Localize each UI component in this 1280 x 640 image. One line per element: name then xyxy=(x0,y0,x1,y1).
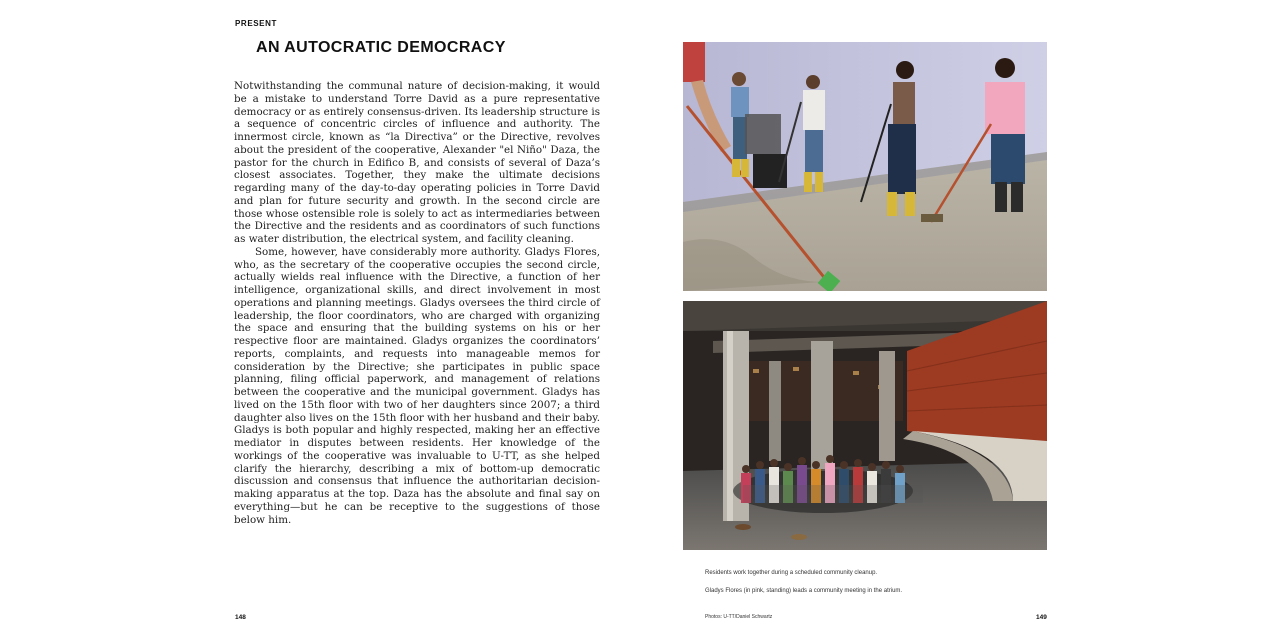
photo-captions xyxy=(705,569,905,605)
cleanup-photo xyxy=(683,42,1047,291)
meeting-photo-illustration xyxy=(683,301,1047,550)
body-paragraph: Some, however, have considerably more authority. Gladys Flores, who, as the secretary of the cooperative occupies the second circle, actually wields real influence with the Directive, a function of her intelligence, organizational skills, and direct involvement in most operations and planning meetings. Gladys oversees the third circle of leadership, the floor coordinators, who are charged with organizing the space and ensuring that the building systems on his or her respective floor are maintained. Gladys organizes the coordinators’ reports, complaints, and requests into manageable memos for consideration by the Directive; she participates in public space planning, filing official paperwork, and management of relations between the cooperative and the municipal government. Gladys has lived on the 15th floor with two of her daughters since 2007; a third daughter also lives on the 15th floor with her husband and their baby. Gladys is both popular and highly respected, making her an effective mediator in disputes between residents. Her knowledge of the workings of the cooperative was invaluable to U-TT, as she helped clarify the hierarchy, describing a mix of bottom-up democratic discussion and consensus that influence the authoritarian decision-making apparatus at the top. Daza has the absolute and final say on everything—but he can be receptive to the suggestions of those below him. xyxy=(234,245,600,526)
meeting-photo xyxy=(683,301,1047,550)
headline: AN AUTOCRATIC DEMOCRACY xyxy=(256,39,506,56)
caption-top: Residents work together during a scheduled community cleanup. xyxy=(705,570,878,576)
caption-bottom: Gladys Flores (in pink, standing) leads a community meeting in the atrium. xyxy=(705,588,903,594)
page-number-right: 149 xyxy=(1036,614,1047,621)
page-number-left: 148 xyxy=(235,614,246,621)
section-label: PRESENT xyxy=(235,19,277,28)
body-paragraph: Notwithstanding the communal nature of decision-making, it would be a mistake to understand Torre David as a pure representative democracy or as entirely consensus-driven. Its leadership structure is a sequence of concentric circles of influence and authority. The innermost circle, known as “la Directiva” or the Directive, revolves about the president of the cooperative, Alexander "el Niño" Daza, the pastor for the church in Edifico B, and consists of several of Daza’s closest associates. Together, they make the ultimate decisions regarding many of the day-to-day operating policies in Torre David and plan for future security and growth. In the second circle are those whose ostensible role is solely to act as intermediaries between the Directive and the residents and as coordinators of such functions as water distribution, the electrical system, and facility cleaning. xyxy=(234,80,600,245)
body-text xyxy=(234,80,600,526)
cleanup-photo-illustration xyxy=(683,42,1047,291)
photo-credit: Photos: U-TT/Daniel Schwartz xyxy=(705,614,773,620)
